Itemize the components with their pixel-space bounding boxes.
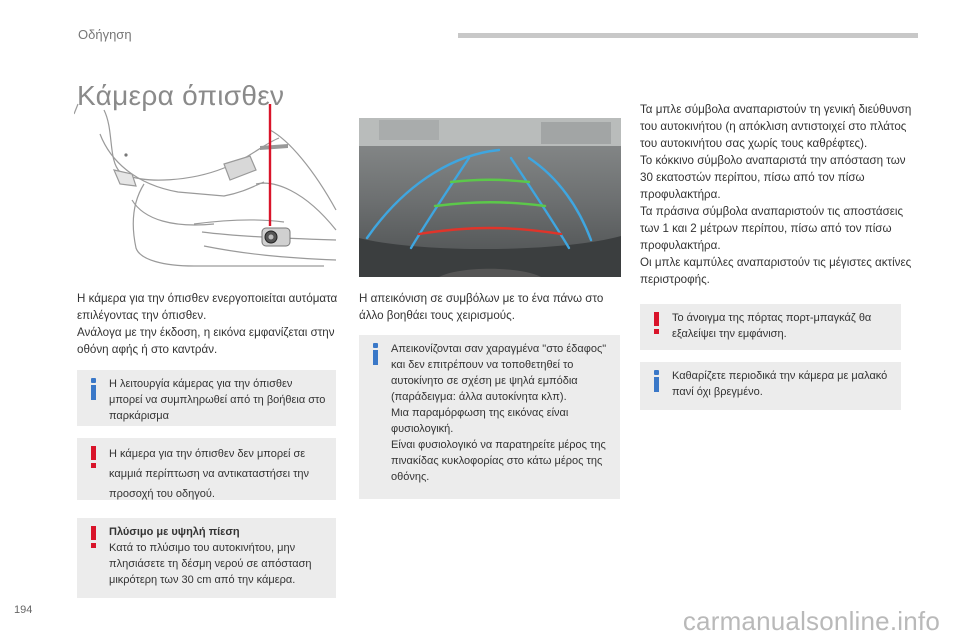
column1-info-box — [77, 370, 336, 426]
header-rule — [458, 33, 918, 38]
column3-text: Τα μπλε σύμβολα αναπαριστούν τη γενική διεύθυνση του αυτοκινήτου (η απόκλιση αντιστοιχεί στο πλάτος του αυτοκινήτου σας χωρίς τους καθρέφτες). Το κόκκινο σύμβολο αναπαριστά την απόσταση των 30 εκατοστών περίπου, πίσω από τον πίσω προφυλακτήρα. Τα πράσινα σύμβολα αναπαριστούν τις αποστάσεις των 1 και 2 μέτρων περίπου, πίσω από τον πίσω προφυλακτήρα. Οι μπλε καμπύλες αναπαριστούν τις μέγιστες ακτίνες περιστροφής. — [640, 103, 912, 286]
column3-warning-text: Το άνοιγμα της πόρτας πορτ-μπαγκάζ θα εξαλείψει την εμφάνιση. — [672, 312, 872, 340]
column3-info-text: Καθαρίζετε περιοδικά την κάμερα με μαλακό πανί όχι βρεγμένο. — [672, 370, 888, 398]
watermark: carmanualsonline.info — [682, 606, 940, 636]
high-pressure-text: Κατά το πλύσιμο του αυτοκινήτου, μην πλησιάσετε τη δέσμη νερού σε απόσταση μικρότερη των 30 cm από την κάμερα. — [109, 542, 312, 586]
info-icon — [369, 343, 383, 365]
column2-info-box — [359, 335, 620, 499]
high-pressure-title: Πλύσιμο με υψηλή πίεση — [109, 526, 240, 538]
info-icon — [650, 370, 664, 392]
warning-icon — [87, 526, 101, 548]
rear-camera-view-image — [359, 118, 621, 277]
column1-warning-box — [77, 438, 336, 500]
column2-info-text: Απεικονίζονται σαν χαραγμένα "στο έδαφος" και δεν επιτρέπουν να τοποθετηθεί το αυτοκίνητο σε σχέση με ψηλά εμπόδια (παράδειγμα: άλλα αυτοκίνητα κλπ). Μια παραμόρφωση της εικόνας είναι φυσιολογική. Είναι φυσιολογικό να παρατηρείτε μέρος της πινακίδας κυκλοφορίας στο κάτω μέρος της οθόνης. — [391, 343, 607, 483]
column3-info-box — [640, 362, 901, 410]
warning-icon — [87, 446, 101, 468]
warning-icon — [650, 312, 664, 334]
column2-intro: Η απεικόνιση σε συμβόλων με το ένα πάνω στο άλλο βοηθάει τους χειρισμούς. — [359, 292, 604, 322]
column1-high-pressure-box — [77, 518, 336, 598]
section-label: Οδήγηση — [78, 27, 132, 42]
car-rear-camera-illustration — [74, 100, 342, 268]
page-number: 194 — [14, 604, 33, 616]
column3-warning-box — [640, 304, 901, 350]
column1-intro: Η κάμερα για την όπισθεν ενεργοποιείται αυτόματα επιλέγοντας την όπισθεν. Ανάλογα με την έκδοση, η εικόνα εμφανίζεται στην οθόνη αφής ή στο καντράν. — [77, 292, 338, 356]
column1-warning-text: Η κάμερα για την όπισθεν δεν μπορεί σε καμμιά περίπτωση να αντικαταστήσει την προσοχή του οδηγού. — [109, 448, 310, 500]
info-icon — [87, 378, 101, 400]
column1-info-text: Η λειτουργία κάμερας για την όπισθεν μπορεί να συμπληρωθεί από τη βοήθεια στο παρκάρισμα — [109, 378, 326, 422]
page-title: Κάμερα όπισθεν — [77, 79, 285, 111]
